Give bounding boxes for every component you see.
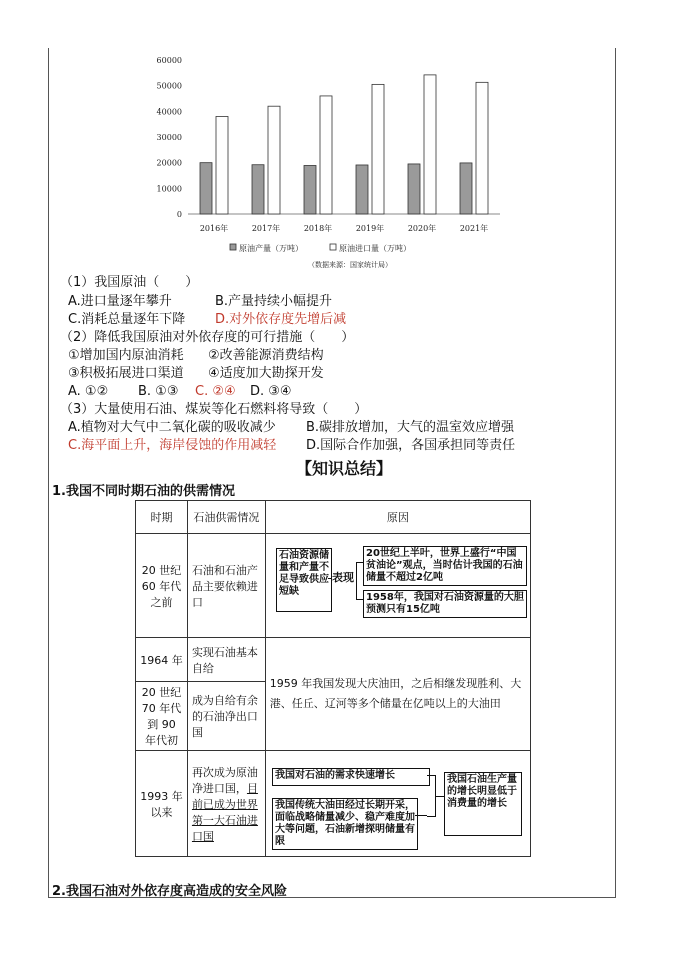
bar <box>252 165 264 214</box>
bar <box>460 163 472 214</box>
supply-text-a: 再次成为原油净进口国， <box>191 765 258 795</box>
period-cell: 20 世纪 70 年代到 90 年代初 <box>136 682 188 751</box>
q2-option-b: B. ①③ <box>138 384 179 399</box>
supply-cell <box>187 751 265 857</box>
header-supply: 石油供需情况 <box>187 501 265 534</box>
q3-stem: （3）大量使用石油、煤炭等化石燃料将导致（ ） <box>60 402 368 417</box>
box-1958-forecast: 1958年，我国对石油资源量的大胆预测只有15亿吨 <box>363 590 527 618</box>
period-cell: 1993 年以来 <box>136 751 188 857</box>
bar <box>268 106 280 214</box>
legend-swatch <box>230 244 236 250</box>
link-label: 表现 <box>332 571 354 584</box>
reason-cell-oilfields: 1959 年我国发现大庆油田，之后相继发现胜利、大港、任丘、辽河等多个储量在亿吨以上的大油田 <box>265 638 530 751</box>
subheading-2: 2.我国石油对外依存度高造成的安全风险 <box>52 884 287 899</box>
box-reserve-shortage: 石油资源储量和产量不足导致供应短缺 <box>276 548 332 612</box>
q3-option-b: B.碳排放增加，大气的温室效应增强 <box>306 420 515 435</box>
y-tick-label: 50000 <box>156 81 182 91</box>
x-tick-label: 2016年 <box>199 224 229 233</box>
bar <box>320 96 332 214</box>
y-tick-label: 10000 <box>156 184 182 194</box>
y-tick-label: 0 <box>176 210 182 219</box>
bar <box>356 165 368 214</box>
q1-option-a: A.进口量逐年攀升 <box>68 294 172 309</box>
q2-item-4: ④适度加大勘探开发 <box>208 366 324 381</box>
q1-option-b: B.产量持续小幅提升 <box>215 294 333 309</box>
bar <box>424 75 436 214</box>
q2-item-3: ③积极拓展进口渠道 <box>68 366 184 381</box>
x-tick-label: 2021年 <box>459 224 489 233</box>
q1-option-c: C.消耗总量逐年下降 <box>68 312 186 327</box>
bar <box>200 163 212 214</box>
q2-option-c: C. ②④ <box>195 384 236 399</box>
header-reason: 原因 <box>265 501 530 534</box>
q2-option-d: D. ③④ <box>250 384 292 399</box>
bar-chart <box>150 52 510 277</box>
q1-stem: （1）我国原油（ ） <box>60 275 199 290</box>
legend-label: 原油进口量（万吨） <box>339 244 411 253</box>
box-old-oilfields: 我国传统大油田经过长期开采，面临战略储量减少、稳产难度加大等问题，石油新增探明储量有限 <box>272 798 418 850</box>
period-cell: 1964 年 <box>136 638 188 682</box>
period-cell: 20 世纪 60 年代之前 <box>136 534 188 638</box>
bar <box>216 116 228 214</box>
header-period: 时期 <box>136 501 188 534</box>
supply-text-b: 目前已成为世界第一大石油进口国 <box>191 781 258 843</box>
q3-option-d: D.国际合作加强，各国承担同等责任 <box>306 438 516 453</box>
subheading-1: 1.我国不同时期石油的供需情况 <box>52 484 235 499</box>
y-tick-label: 30000 <box>156 133 182 142</box>
q1-option-d: D.对外依存度先增后减 <box>215 312 347 327</box>
x-tick-label: 2017年 <box>251 224 281 233</box>
box-production-lag: 我国石油生产量的增长明显低于消费量的增长 <box>444 772 522 836</box>
supply-cell: 实现石油基本自给 <box>187 638 265 682</box>
chart-source: （数据来源：国家统计局） <box>308 261 392 269</box>
legend-label: 原油产量（万吨） <box>239 244 303 253</box>
bar <box>408 164 420 214</box>
y-tick-label: 40000 <box>156 107 182 117</box>
q2-item-1: ①增加国内原油消耗 <box>68 348 184 363</box>
supply-cell: 石油和石油产品主要依赖进口 <box>187 534 265 638</box>
x-tick-label: 2018年 <box>303 224 333 233</box>
y-tick-label: 20000 <box>156 158 182 168</box>
x-tick-label: 2020年 <box>407 224 437 233</box>
q3-option-c: C.海平面上升，海岸侵蚀的作用减轻 <box>68 438 277 453</box>
q2-item-2: ②改善能源消费结构 <box>208 348 324 363</box>
bar <box>372 84 384 214</box>
q3-option-a: A.植物对大气中二氧化碳的吸收减少 <box>68 420 276 435</box>
box-poor-oil-theory: 20世纪上半叶，世界上盛行“中国贫油论”观点，当时估计我国的石油储量不超过2亿吨 <box>363 546 527 586</box>
box-demand-growth: 我国对石油的需求快速增长 <box>272 768 430 786</box>
q2-stem: （2）降低我国原油对外依存度的可行措施（ ） <box>60 330 355 345</box>
y-tick-label: 60000 <box>156 56 182 65</box>
q2-option-a: A. ①② <box>68 384 109 399</box>
bar <box>476 82 488 214</box>
x-tick-label: 2019年 <box>355 224 385 233</box>
supply-cell: 成为自给有余的石油净出口国 <box>187 682 265 751</box>
bar <box>304 165 316 214</box>
legend-swatch <box>330 244 336 250</box>
section-title: 【知识总结】 <box>295 459 392 478</box>
